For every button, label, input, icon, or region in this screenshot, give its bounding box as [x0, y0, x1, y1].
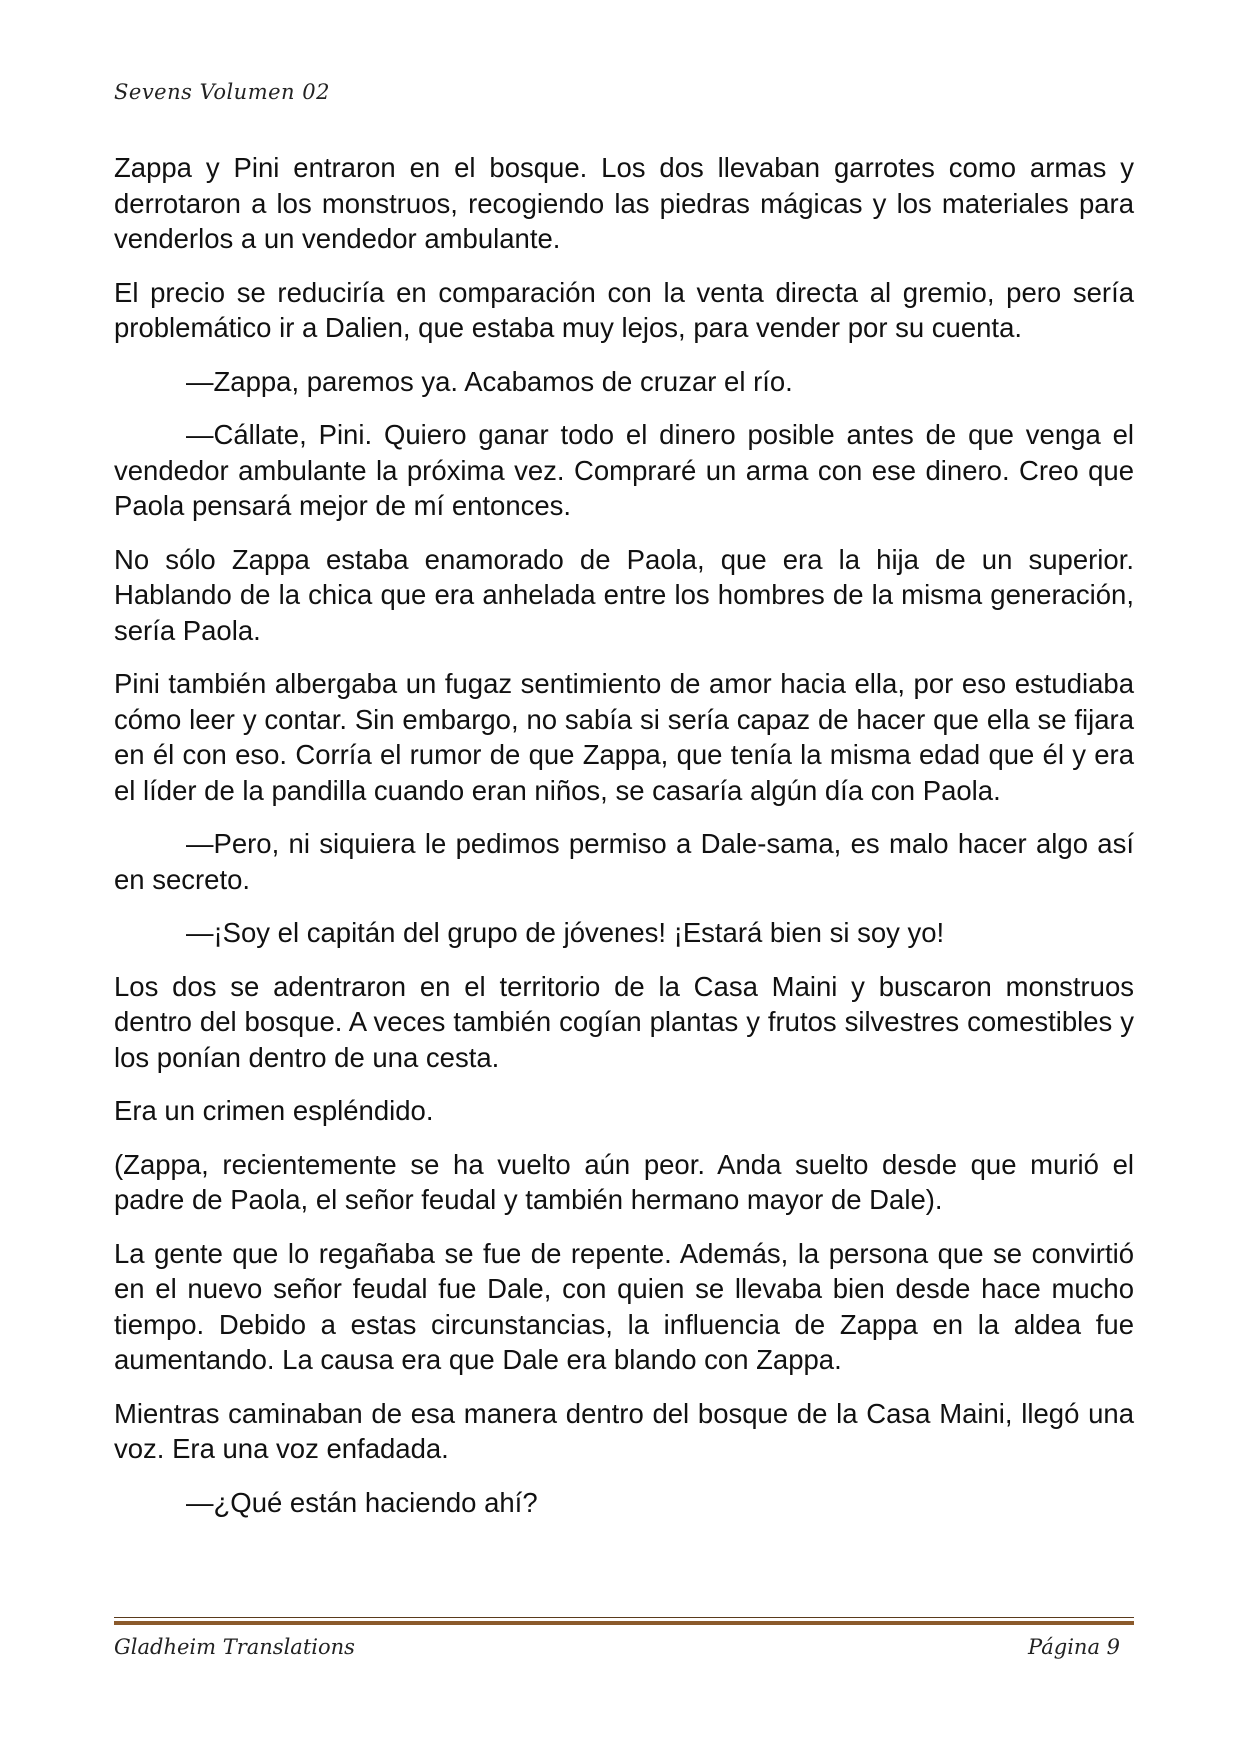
- dialogue-paragraph: —¿Qué están haciendo ahí?: [186, 1486, 538, 1518]
- paragraph: Los dos se adentraron en el territorio de la Casa Maini y buscaron monstruos dentro del bosque. A veces también cogían plantas y frutos silvestres comestibles y los ponían dentro de una cesta.: [114, 970, 1134, 1073]
- page-header-title: Sevens Volumen 02: [114, 80, 330, 104]
- dialogue-paragraph: —Cállate, Pini. Quiero ganar todo el dinero posible antes de que venga el vendedor ambulante la próxima vez. Compraré un arma con ese dinero. Creo que Paola pensará mejor de mí entonces.: [114, 419, 1134, 521]
- footer-publisher: Gladheim Translations: [114, 1635, 355, 1659]
- paragraph: Zappa y Pini entraron en el bosque. Los dos llevaban garrotes como armas y derrotaron a los monstruos, recogiendo las piedras mágicas y los materiales para venderlos a un vendedor ambulante.: [114, 152, 1134, 254]
- paragraph: La gente que lo regañaba se fue de repente. Además, la persona que se convirtió en el nuevo señor feudal fue Dale, con quien se llevaba bien desde hace mucho tiempo. Debido a estas circunstancias, la influencia de Zappa en la aldea fue aumentando. La causa era que Dale era blando con Zappa.: [114, 1237, 1134, 1375]
- dialogue-paragraph: —Pero, ni siquiera le pedimos permiso a Dale-sama, es malo hacer algo así en secreto.: [114, 828, 1134, 895]
- paragraph: Mientras caminaban de esa manera dentro del bosque de la Casa Maini, llegó una voz. Era una voz enfadada.: [114, 1397, 1134, 1464]
- paragraph: El precio se reduciría en comparación con la venta directa al gremio, pero sería problemático ir a Dalien, que estaba muy lejos, para vender por su cuenta.: [114, 276, 1134, 343]
- dialogue-paragraph: —¡Soy el capitán del grupo de jóvenes! ¡Estará bien si soy yo!: [186, 917, 945, 948]
- footer-divider-thin: [114, 1617, 1134, 1618]
- footer-divider-thick: [114, 1621, 1134, 1625]
- paragraph: (Zappa, recientemente se ha vuelto aún peor. Anda suelto desde que murió el padre de Paola, el señor feudal y también hermano mayor de Dale).: [114, 1148, 1134, 1215]
- paragraph: No sólo Zappa estaba enamorado de Paola, que era la hija de un superior. Hablando de la chica que era anhelada entre los hombres de la misma generación, sería Paola.: [114, 543, 1134, 646]
- body-text: [114, 150, 1134, 1538]
- paragraph: Pini también albergaba un fugaz sentimiento de amor hacia ella, por eso estudiaba cómo leer y contar. Sin embargo, no sabía si sería capaz de hacer que ella se fijara en él con eso. Corría el rumor de que Zappa, que tenía la misma edad que él y era el líder de la pandilla cuando eran niños, se casaría algún día con Paola.: [114, 668, 1134, 806]
- footer-page-number: Página 9: [1028, 1635, 1120, 1659]
- paragraph: Era un crimen espléndido.: [114, 1095, 434, 1126]
- dialogue-paragraph: —Zappa, paremos ya. Acabamos de cruzar el río.: [186, 365, 793, 397]
